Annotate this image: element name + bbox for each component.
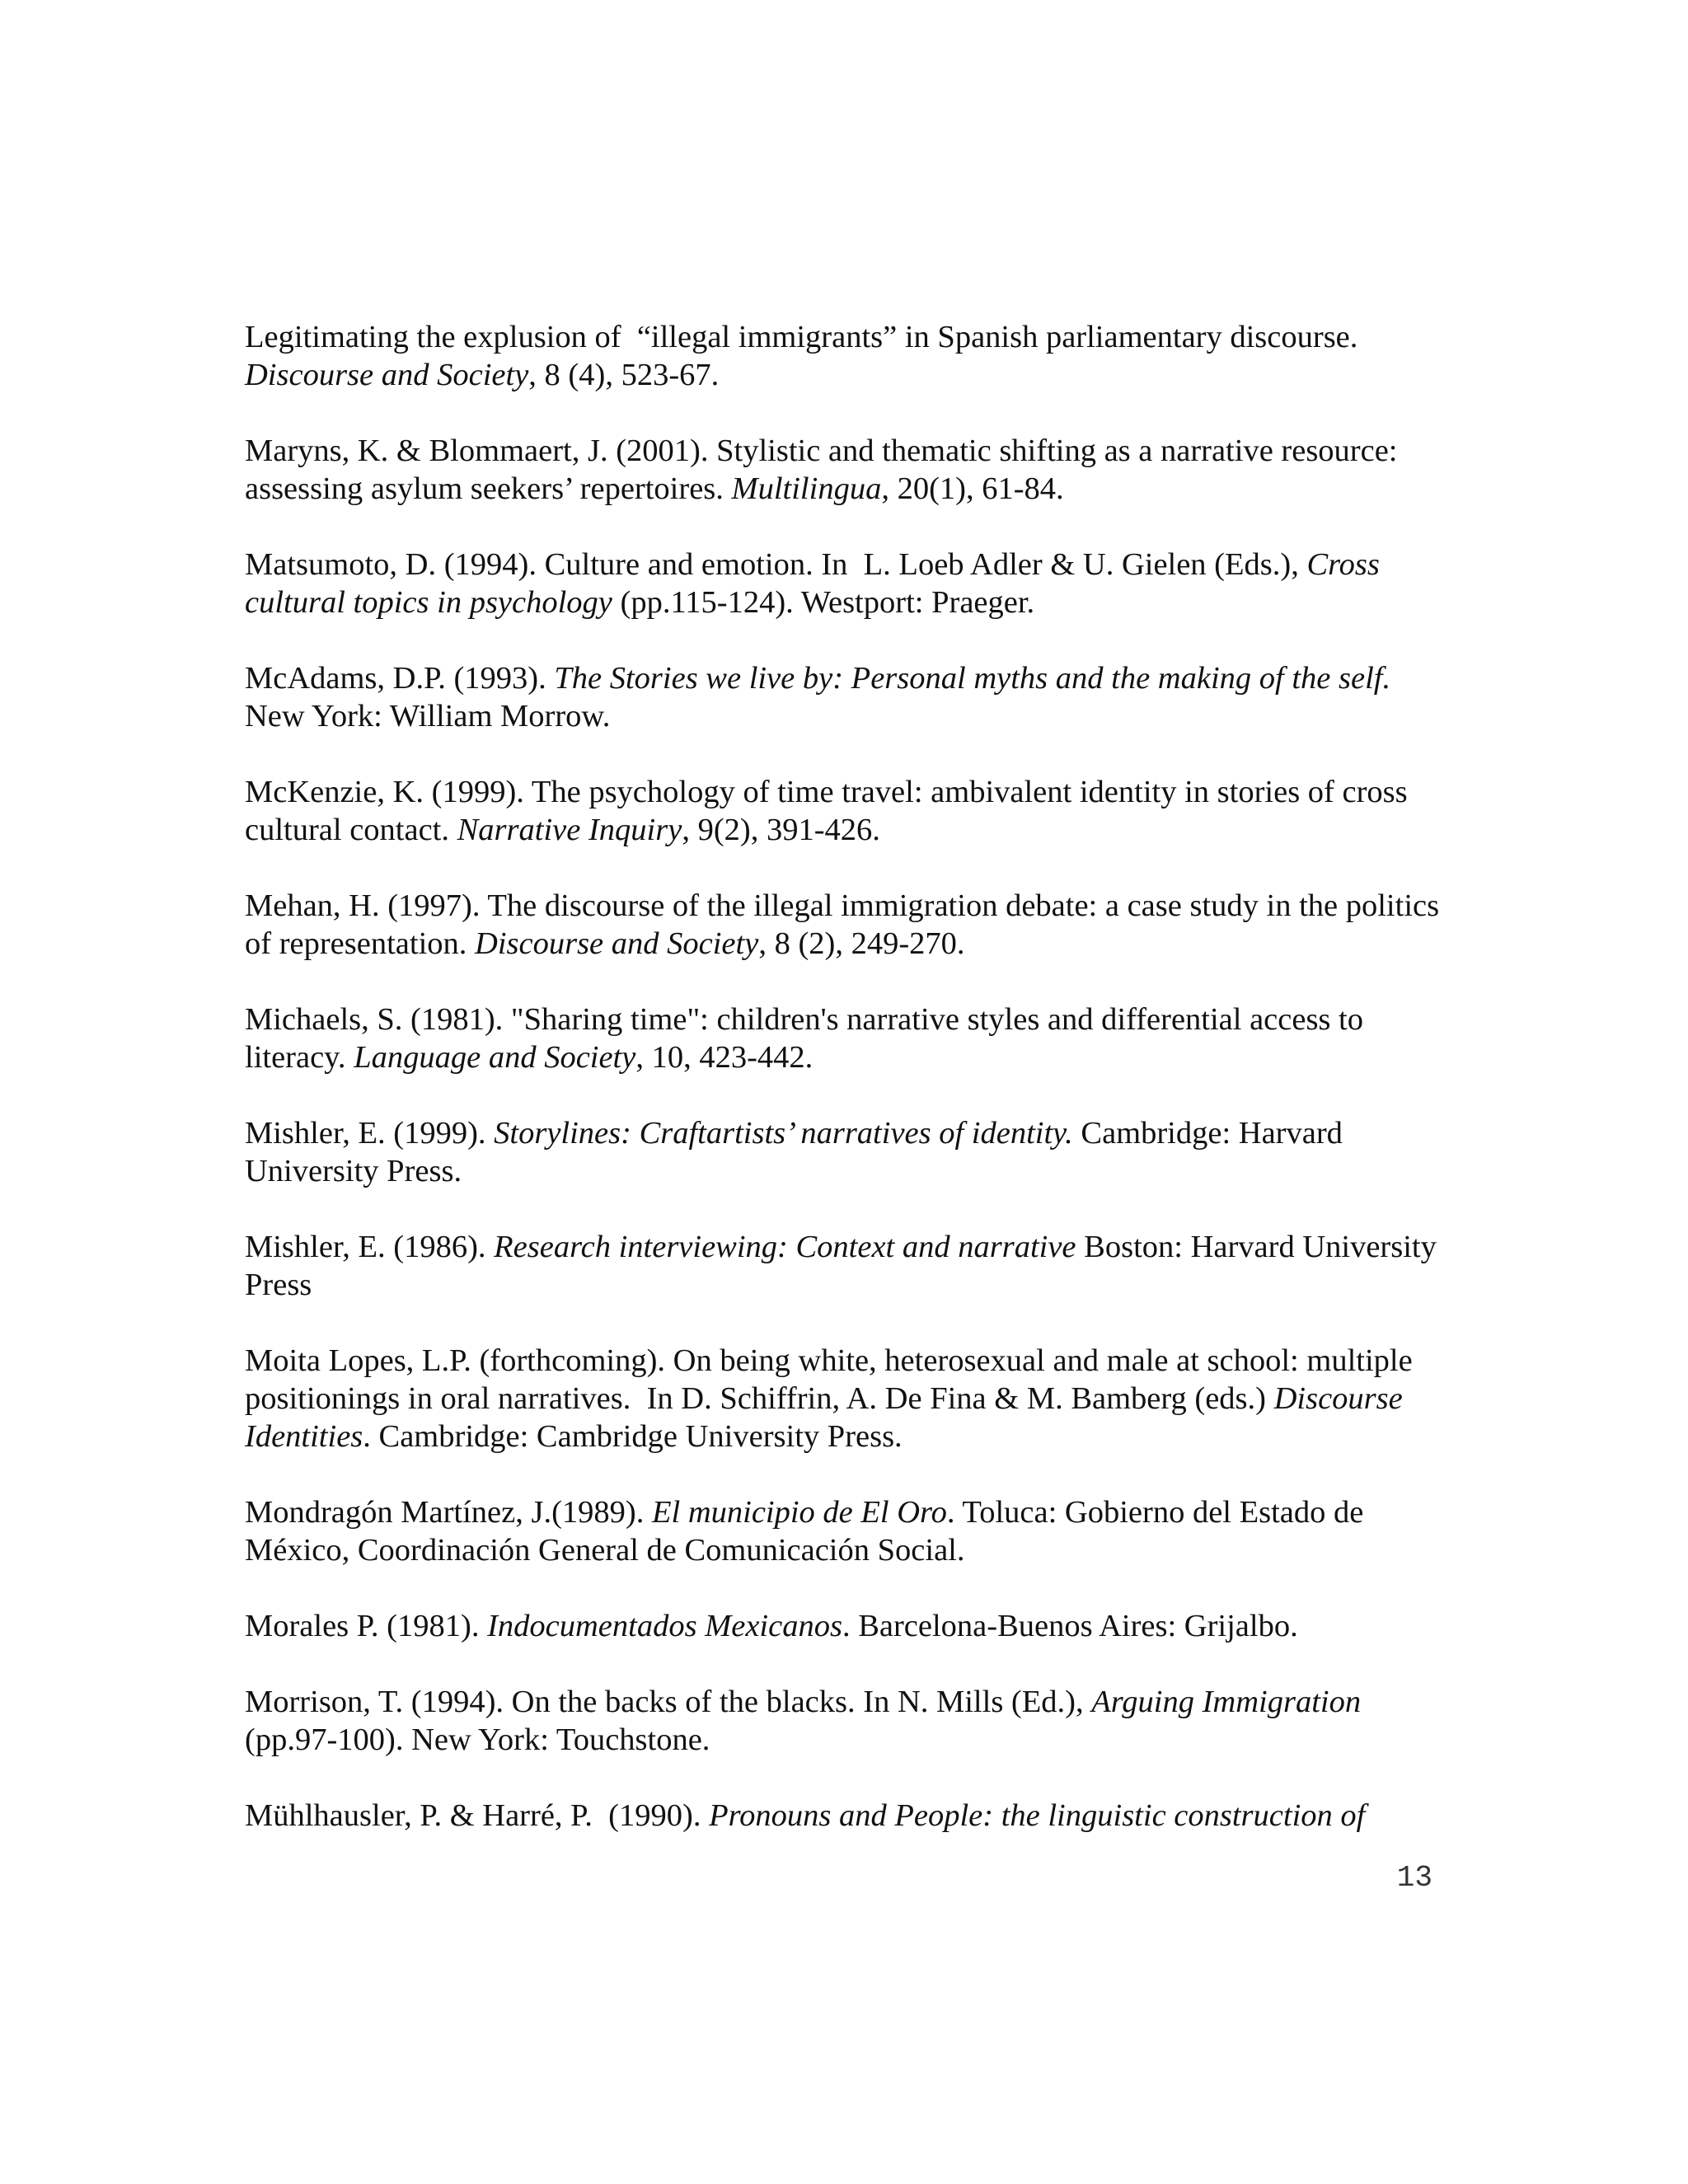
reference-title-italic: Narrative Inquiry [457, 813, 682, 847]
reference-title-italic: Indocumentados Mexicanos [487, 1609, 842, 1643]
reference-entry [245, 432, 1448, 508]
reference-text: Moita Lopes, L.P. (forthcoming). On being white, heterosexual and male at school: multiple positionings in oral narratives. In D. Schiffrin, A. De Fina & M. Bamberg (eds.) [245, 1343, 1421, 1416]
reference-text: , 20(1), 61-84. [881, 471, 1064, 506]
reference-title-italic: Cross cultural topics in psychology [245, 547, 1380, 620]
reference-entry [245, 1493, 1448, 1569]
reference-text: . Toluca: Gobierno del Estado de México, Coordinación General de Comunicación Social. [245, 1495, 1372, 1568]
reference-entry [245, 318, 1448, 394]
reference-text: (pp.97-100). New York: Touchstone. [245, 1685, 1369, 1757]
reference-text: , 10, 423-442. [635, 1040, 814, 1075]
reference-text: Boston: Harvard University Press [245, 1230, 1445, 1302]
reference-text: Maryns, K. & Blommaert, J. (2001). Stylistic and thematic shifting as a narrative resource: assessing asylum seekers’ repertoires. [245, 434, 1406, 506]
reference-title-italic: El municipio de El Oro [651, 1495, 947, 1530]
reference-text: Legitimating the explusion of “illegal immigrants” in Spanish parliamentary discourse. [245, 320, 1367, 354]
reference-text: . Cambridge: Cambridge University Press. [363, 1419, 903, 1454]
reference-text: Matsumoto, D. (1994). Culture and emotion. In L. Loeb Adler & U. Gielen (Eds.), [245, 547, 1307, 582]
reference-entry [245, 1607, 1448, 1645]
reference-entry [245, 1683, 1448, 1759]
reference-entry [245, 659, 1448, 735]
reference-title-italic: Research interviewing: Context and narrative [494, 1230, 1076, 1264]
reference-text: Morrison, T. (1994). On the backs of the blacks. In N. Mills (Ed.), [245, 1685, 1092, 1719]
reference-text: Morales P. (1981). [245, 1609, 488, 1643]
reference-title-italic: Arguing Immigration [1091, 1685, 1362, 1719]
reference-entry [245, 1797, 1448, 1835]
reference-text: (pp.115-124). Westport: Praeger. [612, 585, 1035, 620]
reference-entry [245, 1001, 1448, 1076]
reference-entry [245, 887, 1448, 963]
page-number: 13 [1396, 1861, 1432, 1895]
reference-title-italic: Storylines: Craftartists’ narratives of identity. [494, 1116, 1073, 1151]
reference-entry [245, 773, 1448, 849]
reference-title-italic: Multilingua [731, 471, 882, 506]
reference-title-italic: Language and Society [354, 1040, 636, 1075]
reference-text: , 9(2), 391-426. [682, 813, 880, 847]
reference-title-italic: Discourse and Society [475, 926, 759, 961]
reference-title-italic: The Stories we live by: Personal myths and the making of the self. [554, 661, 1391, 696]
reference-entry [245, 1228, 1448, 1304]
reference-text: McAdams, D.P. (1993). [245, 661, 555, 696]
reference-text: Mishler, E. (1999). [245, 1116, 495, 1151]
reference-text: Mondragón Martínez, J.(1989). [245, 1495, 652, 1530]
reference-title-italic: Discourse and Society [245, 358, 529, 392]
reference-text: , 8 (2), 249-270. [758, 926, 965, 961]
reference-entry [245, 1342, 1448, 1455]
reference-text: New York: William Morrow. [245, 661, 1407, 733]
reference-text: Mishler, E. (1986). [245, 1230, 495, 1264]
reference-text: Michaels, S. (1981). "Sharing time": children's narrative styles and differential access to literacy. [245, 1002, 1372, 1075]
reference-text: Cambridge: Harvard University Press. [245, 1116, 1351, 1188]
reference-text: Mehan, H. (1997). The discourse of the illegal immigration debate: a case study in the politics of representation. [245, 888, 1447, 961]
reference-text: , 8 (4), 523-67. [528, 358, 720, 392]
reference-text: McKenzie, K. (1999). The psychology of time travel: ambivalent identity in stories of cross cultural contact. [245, 775, 1416, 847]
reference-list [245, 318, 1448, 1872]
reference-title-italic: Pronouns and People: the linguistic construction of [709, 1798, 1366, 1833]
reference-text: Mühlhausler, P. & Harré, P. (1990). [245, 1798, 710, 1833]
reference-entry [245, 1114, 1448, 1190]
reference-text: . Barcelona-Buenos Aires: Grijalbo. [842, 1609, 1298, 1643]
reference-title-italic: Discourse Identities [245, 1381, 1403, 1454]
reference-entry [245, 546, 1448, 621]
